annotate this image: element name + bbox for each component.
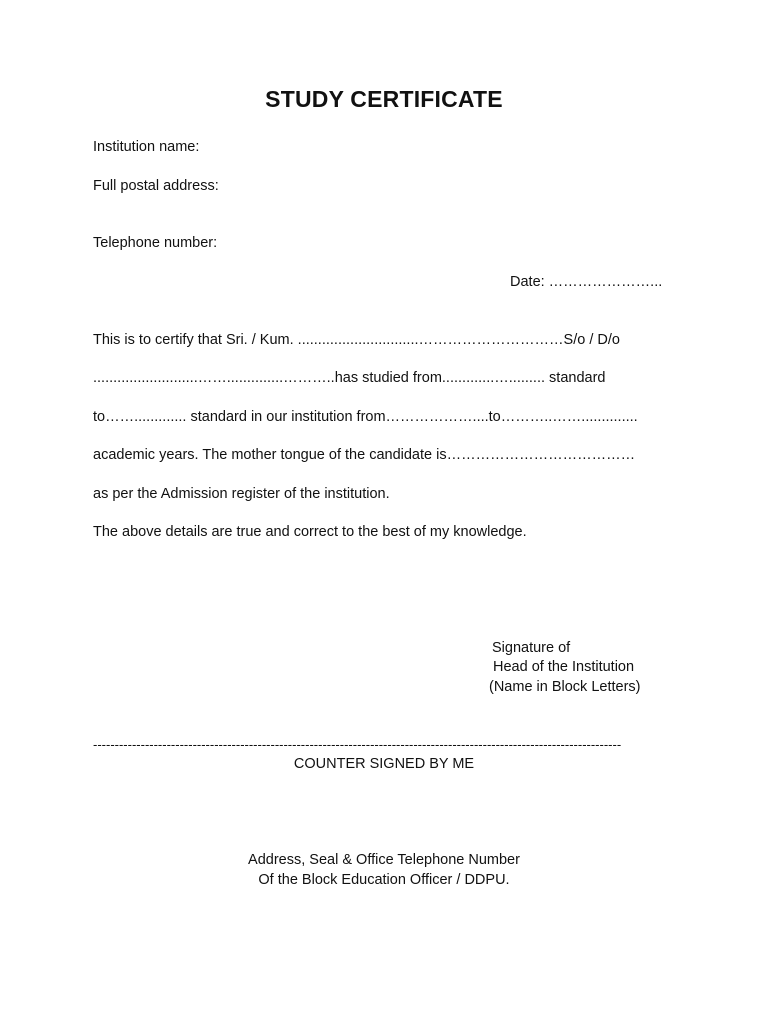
body-line-1: This is to certify that Sri. / Kum. ..............................…………………………S/o / D/o xyxy=(93,332,620,348)
counter-address-line-1: Address, Seal & Office Telephone Number xyxy=(248,852,520,868)
section-divider: -------------------------------------------------------------------------------------------------------------------------- xyxy=(93,737,622,752)
postal-address-label: Full postal address: xyxy=(93,178,219,194)
body-line-4: academic years. The mother tongue of the candidate is………………………………… xyxy=(93,447,636,463)
institution-name-label: Institution name: xyxy=(93,139,200,155)
date-field: Date: …………………... xyxy=(510,274,663,290)
signature-line-3: (Name in Block Letters) xyxy=(489,679,641,695)
counter-signed-heading: COUNTER SIGNED BY ME xyxy=(293,756,475,772)
signature-line-1: Signature of xyxy=(492,640,571,656)
counter-address-line-2: Of the Block Education Officer / DDPU. xyxy=(258,872,510,888)
telephone-label: Telephone number: xyxy=(93,235,218,251)
body-line-6: The above details are true and correct to the best of my knowledge. xyxy=(93,524,527,540)
body-line-5: as per the Admission register of the institution. xyxy=(93,486,390,502)
signature-line-2: Head of the Institution xyxy=(493,659,635,675)
body-line-2: ..........................……..............………..has studied from.............…......... standard xyxy=(93,370,606,386)
body-line-3: to……............. standard in our institution from………………....to………..…….............. xyxy=(93,409,638,425)
document-title: STUDY CERTIFICATE xyxy=(265,86,503,112)
